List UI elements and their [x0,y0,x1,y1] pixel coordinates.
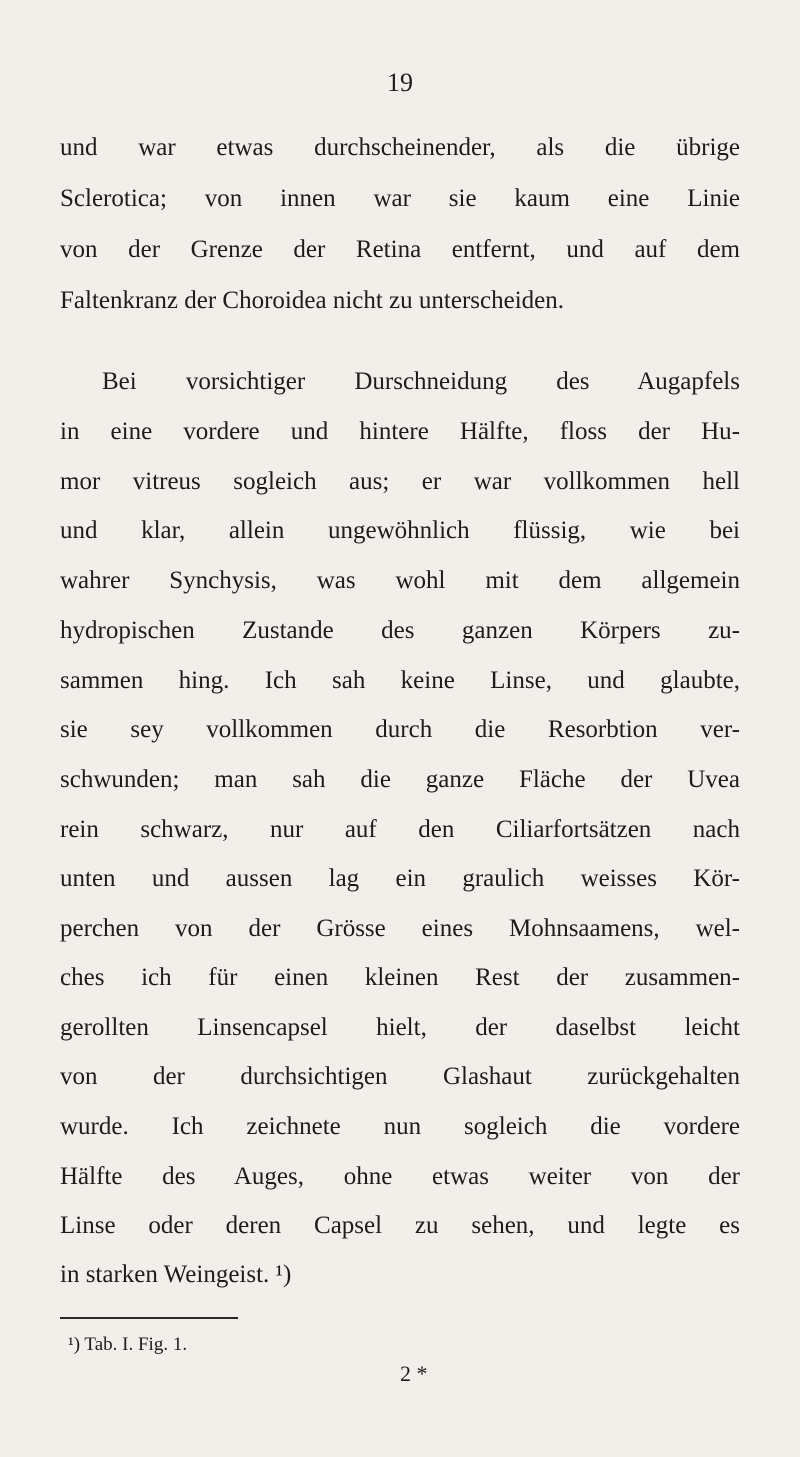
text-line: wahrer Synchysis, was wohl mit dem allgemein [60,567,740,594]
text-line: schwunden; man sah die ganze Fläche der Uvea [60,766,740,793]
signature-mark: 2 * [400,1361,428,1386]
text-line: und klar, allein ungewöhnlich flüssig, wie bei [60,517,740,544]
text-line: perchen von der Grösse eines Mohnsaamens, wel- [60,915,740,942]
text-line: von der durchsichtigen Glashaut zurückgehalten [60,1063,740,1090]
text-line: Sclerotica; von innen war sie kaum eine Linie [60,185,740,212]
text-line: ches ich für einen kleinen Rest der zusammen- [60,964,740,991]
text-line: Faltenkranz der Choroidea nicht zu unterscheiden. [60,287,564,314]
text-line: von der Grenze der Retina entfernt, und auf dem [60,236,740,263]
footnote: ¹) Tab. I. Fig. 1. [68,1334,188,1355]
text-line: Hälfte des Auges, ohne etwas weiter von der [60,1163,740,1190]
text-line: unten und aussen lag ein graulich weisses Kör- [60,865,740,892]
text-line: sammen hing. Ich sah keine Linse, und glaubte, [60,667,740,694]
text-line: in eine vordere und hintere Hälfte, floss der Hu- [60,418,740,445]
text-line: mor vitreus sogleich aus; er war vollkommen hell [60,468,740,495]
text-line: Bei vorsichtiger Durschneidung des Augapfels [102,368,740,395]
text-line: Linse oder deren Capsel zu sehen, und legte es [60,1212,740,1239]
text-line: rein schwarz, nur auf den Ciliarfortsätzen nach [60,816,740,843]
footnote-divider [60,1317,238,1319]
text-line: und war etwas durchscheinender, als die übrige [60,134,740,161]
text-line: hydropischen Zustande des ganzen Körpers zu- [60,617,740,644]
text-line: in starken Weingeist. ¹) [60,1261,292,1288]
text-line: gerollten Linsencapsel hielt, der daselbst leicht [60,1014,740,1041]
text-line: wurde. Ich zeichnete nun sogleich die vordere [60,1113,740,1140]
page-number: 19 [387,68,413,97]
text-line: sie sey vollkommen durch die Resorbtion ver- [60,716,740,743]
